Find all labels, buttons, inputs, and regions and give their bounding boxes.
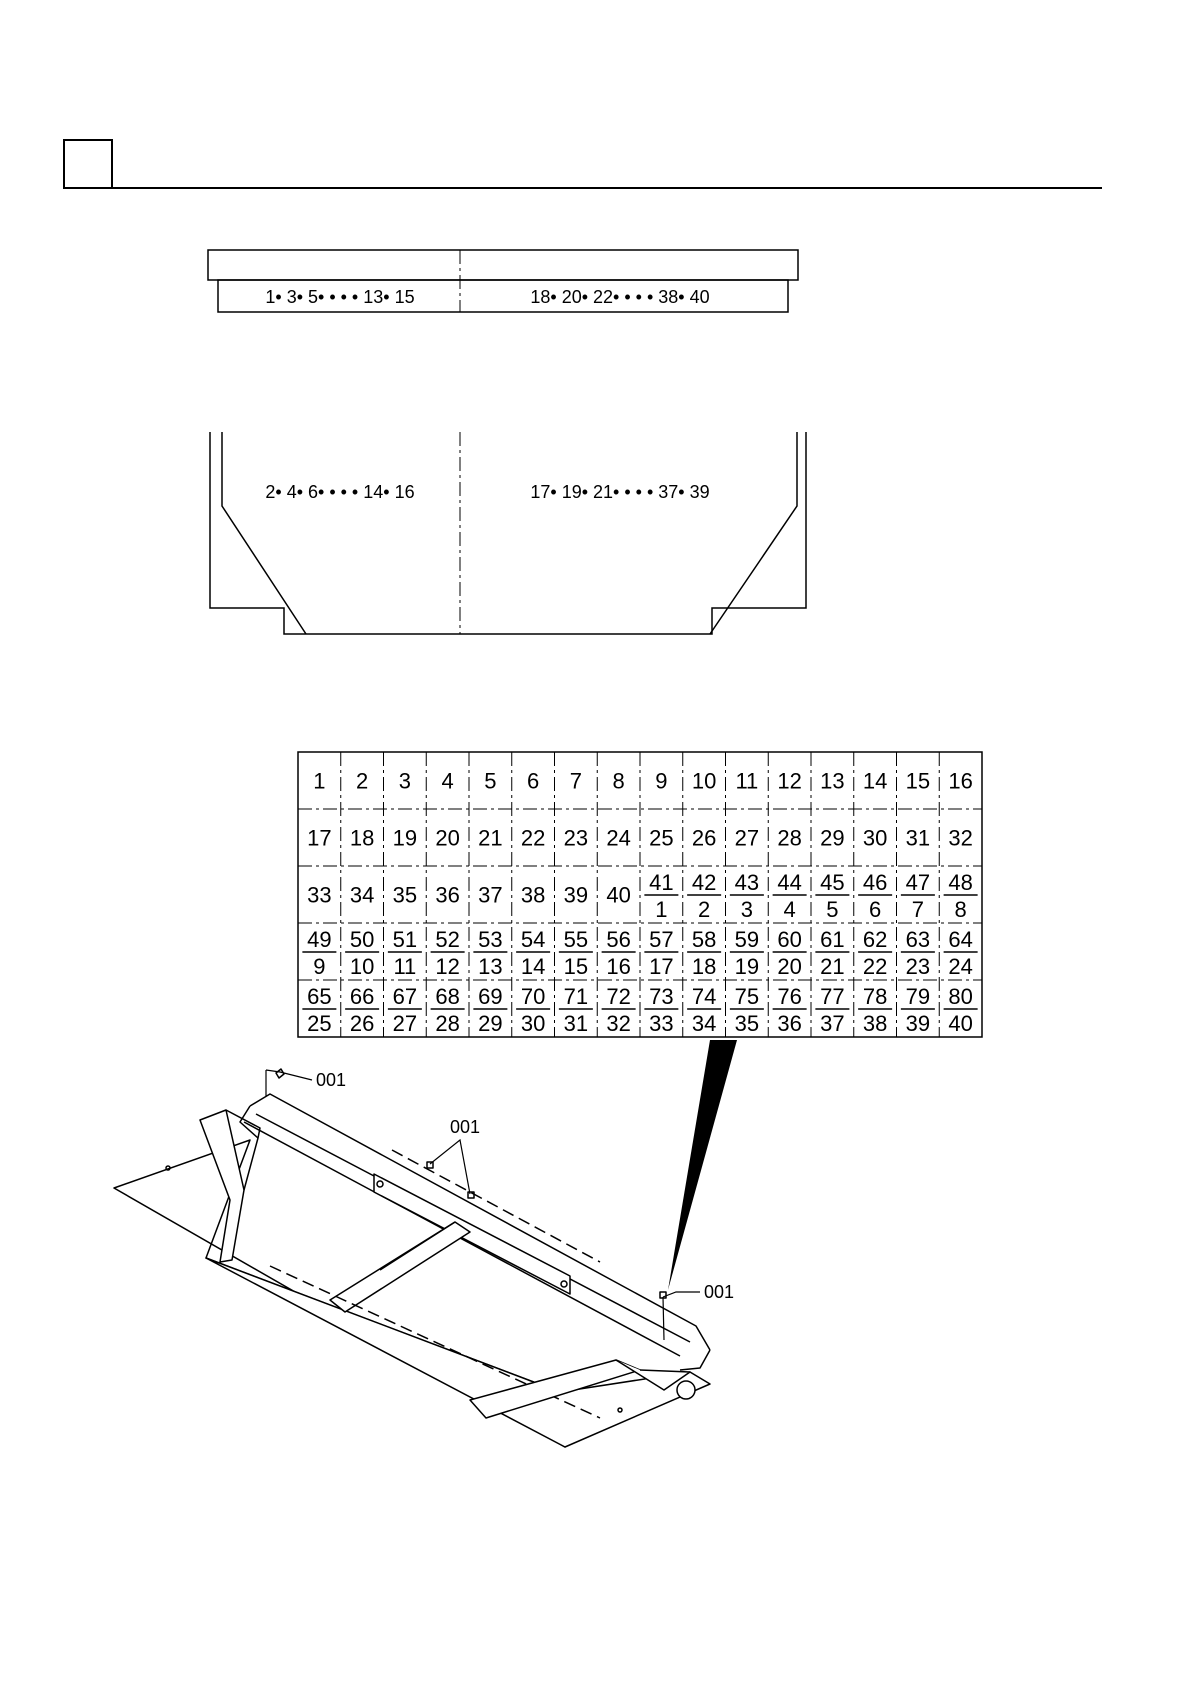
grid-cell: 2 [356, 768, 369, 794]
grid-cell-upper: 46 [862, 870, 888, 895]
grid-cell-upper: 76 [777, 984, 802, 1009]
grid-cell: 19 [392, 825, 418, 851]
grid-cell-lower: 11 [393, 954, 417, 979]
grid-cell-upper: 48 [948, 870, 973, 895]
grid-cell-upper: 72 [606, 984, 631, 1009]
grid-cell-upper: 56 [606, 927, 631, 952]
grid-cell: 4 [441, 768, 454, 794]
grid-cell-lower: 39 [905, 1011, 931, 1036]
grid-cell-lower: 36 [777, 1011, 802, 1036]
grid-cell-lower: 25 [307, 1011, 332, 1036]
grid-cell-upper: 47 [905, 870, 931, 895]
grid-cell: 38 [520, 882, 546, 908]
bottom-view [210, 432, 806, 634]
tray-assembly-drawing [114, 1069, 710, 1447]
grid-cell-upper: 65 [307, 984, 332, 1009]
grid-cell-lower: 14 [520, 954, 546, 979]
grid-cell-upper: 77 [820, 984, 845, 1009]
grid-cell-upper: 49 [307, 927, 332, 952]
grid-cell-upper: 59 [734, 927, 760, 952]
grid-cell-upper: 75 [734, 984, 760, 1009]
bottom-view-right-label: 17• 19• 21• • • • 37• 39 [530, 482, 710, 502]
grid-cell-lower: 23 [905, 954, 931, 979]
grid-cell-upper: 66 [349, 984, 375, 1009]
grid-leader-wedge [668, 1040, 737, 1290]
grid-cell-upper: 41 [649, 870, 674, 895]
grid-cell-upper: 71 [563, 984, 589, 1009]
grid-cell-lower: 6 [869, 897, 882, 922]
grid-cell-upper: 45 [820, 870, 845, 895]
grid-cell: 29 [820, 825, 845, 851]
grid-cell-lower: 17 [649, 954, 674, 979]
grid-cell-upper: 62 [862, 927, 888, 952]
grid-cell: 7 [569, 768, 582, 794]
grid-cell: 17 [307, 825, 332, 851]
grid-cell-lower: 20 [777, 954, 802, 979]
bottom-view-left-label: 2• 4• 6• • • • 14• 16 [265, 482, 415, 502]
grid-cell-upper: 67 [392, 984, 418, 1009]
grid-cell: 37 [478, 882, 503, 908]
grid-cell: 25 [649, 825, 674, 851]
grid-cell-upper: 68 [435, 984, 460, 1009]
grid-cell-upper: 58 [691, 927, 717, 952]
grid-cell-upper: 73 [649, 984, 674, 1009]
grid-cell-lower: 10 [349, 954, 375, 979]
grid-cell-lower: 30 [520, 1011, 546, 1036]
leader-top-left [266, 1070, 312, 1080]
grid-cell-upper: 42 [691, 870, 717, 895]
grid-cell-upper: 57 [649, 927, 674, 952]
hole-3 [166, 1166, 170, 1170]
grid-cell-upper: 64 [948, 927, 973, 952]
header-frame [64, 140, 1102, 188]
grid-cell: 11 [735, 768, 759, 794]
grid-cell-lower: 24 [948, 954, 973, 979]
grid-cell-lower: 33 [649, 1011, 674, 1036]
grid-cell-lower: 12 [435, 954, 460, 979]
position-grid [298, 752, 982, 1037]
grid-cell-lower: 15 [563, 954, 589, 979]
grid-cell: 14 [862, 768, 888, 794]
leader-middle [430, 1140, 470, 1194]
callout-right: 001 [704, 1282, 735, 1302]
grid-cell-lower: 16 [606, 954, 631, 979]
grid-cell: 28 [777, 825, 802, 851]
top-view-upper-rect [208, 250, 798, 280]
top-view-right-label: 18• 20• 22• • • • 38• 40 [530, 287, 710, 307]
callout-middle: 001 [450, 1117, 481, 1137]
grid-cell: 40 [606, 882, 631, 908]
grid-cell: 36 [435, 882, 460, 908]
grid-cell: 30 [862, 825, 888, 851]
grid-cell-upper: 55 [563, 927, 589, 952]
grid-cell-lower: 38 [862, 1011, 888, 1036]
grid-cell: 9 [655, 768, 668, 794]
grid-cell: 33 [307, 882, 332, 908]
grid-cell: 8 [612, 768, 625, 794]
grid-cell: 3 [398, 768, 411, 794]
grid-cell-lower: 2 [698, 897, 711, 922]
grid-cell-upper: 52 [435, 927, 460, 952]
grid-cell-lower: 13 [478, 954, 503, 979]
grid-cell-lower: 26 [349, 1011, 375, 1036]
grid-cell: 16 [948, 768, 973, 794]
grid-cell: 24 [606, 825, 631, 851]
grid-cell-lower: 9 [313, 954, 326, 979]
grid-cell-lower: 5 [826, 897, 839, 922]
grid-cell-lower: 7 [911, 897, 924, 922]
part-001-top-left [276, 1069, 284, 1078]
grid-cell: 39 [563, 882, 589, 908]
grid-cell-lower: 21 [820, 954, 845, 979]
grid-cell: 35 [392, 882, 418, 908]
grid-cell: 23 [563, 825, 589, 851]
grid-cell-upper: 51 [392, 927, 418, 952]
grid-cell-upper: 63 [905, 927, 931, 952]
grid-cell: 10 [691, 768, 717, 794]
grid-cell-upper: 44 [777, 870, 802, 895]
bottom-view-left-chamfer [222, 432, 306, 634]
grid-cell: 6 [527, 768, 540, 794]
center-arm [330, 1222, 470, 1312]
grid-cell: 31 [905, 825, 931, 851]
grid-cell-lower: 37 [820, 1011, 845, 1036]
grid-cell-lower: 27 [392, 1011, 418, 1036]
grid-cell-upper: 61 [820, 927, 845, 952]
right-corner [680, 1350, 710, 1370]
grid-cell: 26 [691, 825, 717, 851]
handle-knob [677, 1381, 695, 1399]
grid-cell-lower: 18 [691, 954, 717, 979]
grid-cell-lower: 34 [691, 1011, 717, 1036]
callout-top-left: 001 [316, 1070, 347, 1090]
grid-cell-upper: 54 [520, 927, 546, 952]
header-box [64, 140, 112, 188]
grid-cell-lower: 1 [655, 897, 668, 922]
grid-cell-lower: 29 [478, 1011, 503, 1036]
grid-cell-upper: 70 [520, 984, 546, 1009]
grid-cell: 5 [484, 768, 497, 794]
grid-cell: 21 [478, 825, 503, 851]
grid-cell: 18 [349, 825, 375, 851]
grid-cell: 1 [313, 768, 326, 794]
grid-cell-lower: 8 [954, 897, 967, 922]
grid-cell-lower: 35 [734, 1011, 760, 1036]
grid-cell: 34 [349, 882, 375, 908]
grid-cell-upper: 78 [862, 984, 888, 1009]
grid-cell: 15 [905, 768, 931, 794]
leader-right-vertical [663, 1297, 664, 1340]
rear-rail-inner [244, 1122, 680, 1356]
grid-cell-upper: 69 [478, 984, 503, 1009]
grid-cell-upper: 60 [777, 927, 802, 952]
grid-cell-upper: 80 [948, 984, 973, 1009]
bottom-view-right-chamfer [710, 432, 797, 634]
bottom-view-outline [210, 432, 806, 634]
grid-cell: 32 [948, 825, 973, 851]
grid-cell: 27 [734, 825, 760, 851]
grid-cell-upper: 43 [734, 870, 760, 895]
grid-cell: 20 [435, 825, 460, 851]
grid-cell-lower: 22 [862, 954, 888, 979]
top-view [208, 250, 798, 312]
grid-cell-upper: 53 [478, 927, 503, 952]
leader-right [663, 1292, 700, 1297]
grid-cell: 13 [820, 768, 845, 794]
grid-cell-lower: 32 [606, 1011, 631, 1036]
grid-cell-lower: 4 [783, 897, 796, 922]
grid-cell-upper: 74 [691, 984, 717, 1009]
grid-cell: 22 [520, 825, 546, 851]
grid-cell-lower: 28 [435, 1011, 460, 1036]
grid-cell-lower: 19 [734, 954, 760, 979]
grid-cell-lower: 31 [563, 1011, 589, 1036]
top-view-left-label: 1• 3• 5• • • • 13• 15 [265, 287, 415, 307]
grid-cell-lower: 3 [740, 897, 753, 922]
grid-cell: 12 [777, 768, 802, 794]
grid-cell-upper: 50 [349, 927, 375, 952]
grid-cell-upper: 79 [905, 984, 931, 1009]
grid-cell-lower: 40 [948, 1011, 973, 1036]
